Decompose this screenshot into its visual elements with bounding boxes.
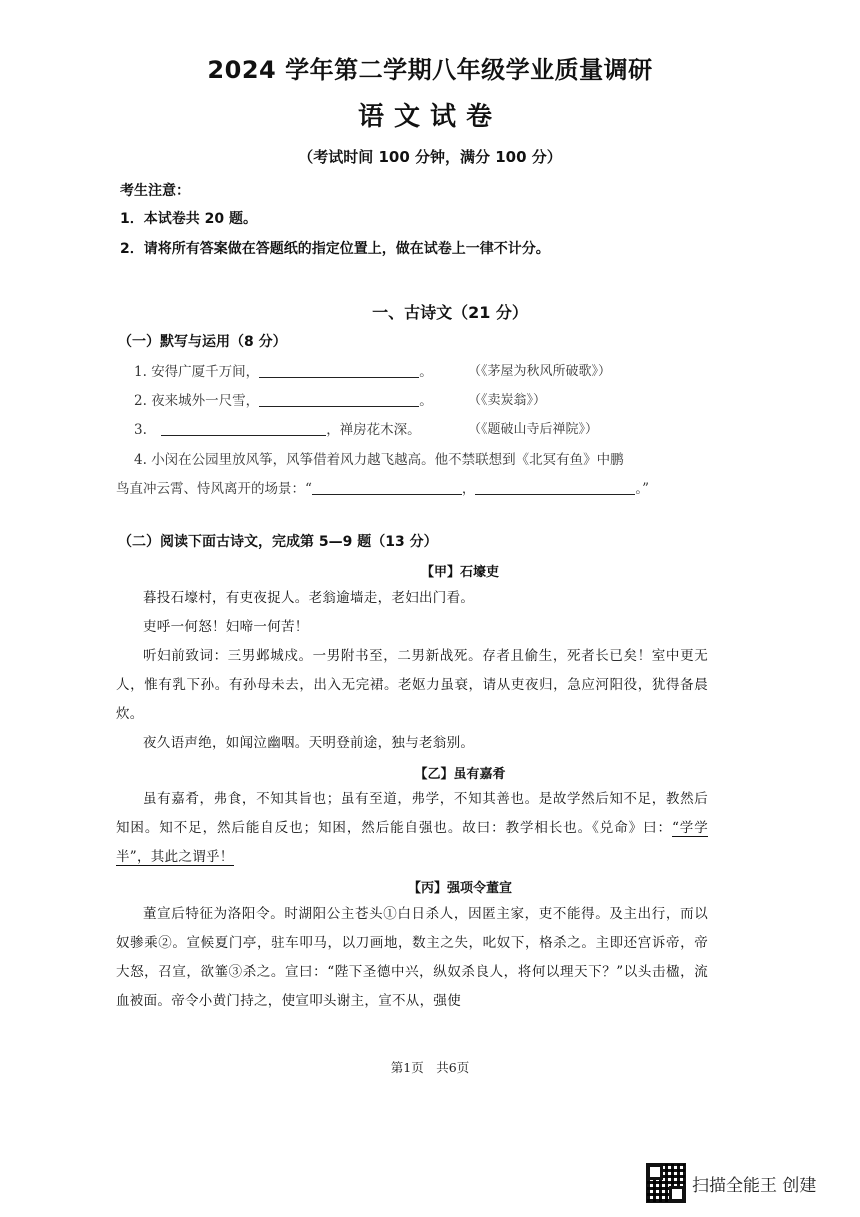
part2-title: （二）阅读下面古诗文，完成第 5—9 题（13 分）	[118, 534, 438, 550]
question-number: 1.	[134, 364, 147, 380]
qr-code-icon	[646, 1163, 686, 1203]
question-2	[134, 389, 433, 409]
passage-title-bing: 【丙】强项令董宣	[407, 881, 512, 896]
passage-title-yi: 【乙】虽有嘉肴	[414, 767, 506, 782]
passage-paragraph: 吏呼一何怒！妇啼一何苦！	[143, 619, 309, 635]
passage-paragraph: 听妇前致词：三男邺城戍。一男附书至，二男新战死。存者且偷生，死者长已矣！室中更无人，惟有乳下孙。有孙母未去，出入无完裙。老妪力虽衰，请从吏夜归，急应河阳役，犹得备晨炊。	[116, 648, 708, 722]
notice-item: 1．本试卷共 20 题。	[120, 211, 257, 227]
notice-title: 考生注意：	[120, 183, 190, 199]
underlined-quote: “学学半”，其此之谓乎！	[116, 820, 708, 865]
question-1	[134, 360, 433, 380]
exam-subtitle: 语文试卷	[357, 102, 502, 132]
question-number: 2.	[134, 393, 147, 409]
answer-blank	[161, 421, 326, 436]
question-source: （《卖炭翁》）	[468, 393, 547, 408]
punctuation: 。”	[635, 481, 650, 497]
passage-paragraph: 董宣后特征为洛阳令。时湖阳公主苍头①白日杀人，因匿主家，吏不能得。及主出行，而以奴骖乘②。宣候夏门亭，驻车叩马，以刀画地，数主之失，叱奴下，格杀之。主即还宫诉帝，帝大怒，召宣，欲箠③杀之。宣曰：“陛下圣德中兴，纵奴杀良人，将何以理天下？”以头击楹，流血被面。帝令小黄门持之，使宣叩头谢主，宣不从，强使	[116, 906, 708, 1009]
question-3	[134, 418, 421, 438]
question-text: 鸟直冲云霄、恃风离开的场景：“	[116, 481, 312, 497]
part1-title: （一）默写与运用（8 分）	[118, 334, 287, 350]
passage-paragraph: 夜久语声绝，如闻泣幽咽。天明登前途，独与老翁别。	[143, 735, 475, 751]
exam-info: （考试时间 100 分钟，满分 100 分）	[298, 148, 562, 166]
question-4-line2	[116, 477, 649, 497]
question-source: （《题破山寺后禅院》）	[468, 422, 599, 437]
question-4	[134, 448, 624, 468]
question-text: ，禅房花木深。	[326, 422, 421, 438]
answer-blank	[259, 392, 419, 407]
question-number: 3.	[134, 422, 147, 438]
section-title: 一、古诗文（21 分）	[372, 303, 528, 322]
passage-paragraph	[116, 785, 708, 872]
question-text: 安得广厦千万间，	[151, 364, 260, 380]
page-footer: 第1页 共6页	[390, 1060, 470, 1075]
passage-text: 虽有嘉肴，弗食，不知其旨也；虽有至道，弗学，不知其善也。是故学然后知不足，教然后知困。知不足，然后能自反也；知困，然后能自强也。故曰：教学相长也。《兑命》曰：	[116, 791, 708, 836]
scanner-watermark: 扫描全能王 创建	[692, 1176, 817, 1196]
exam-title: 2024 学年第二学期八年级学业质量调研	[207, 56, 653, 84]
notice-item: 2．请将所有答案做在答题纸的指定位置上，做在试卷上一律不计分。	[120, 241, 550, 257]
question-text: 夜来城外一尺雪，	[151, 393, 260, 409]
punctuation: 。	[419, 393, 433, 409]
punctuation: ，	[461, 481, 476, 497]
answer-blank	[312, 480, 462, 495]
answer-blank	[259, 363, 419, 378]
passage-paragraph: 暮投石壕村，有吏夜捉人。老翁逾墙走，老妇出门看。	[143, 590, 475, 606]
question-text: 小闵在公园里放风筝，风筝借着风力越飞越高。他不禁联想到《北冥有鱼》中鹏	[151, 452, 624, 468]
question-number: 4.	[134, 452, 147, 468]
punctuation: 。	[419, 364, 433, 380]
question-source: （《茅屋为秋风所破歌》）	[468, 364, 612, 379]
answer-blank	[475, 480, 635, 495]
passage-title-jia: 【甲】石壕吏	[420, 565, 499, 580]
